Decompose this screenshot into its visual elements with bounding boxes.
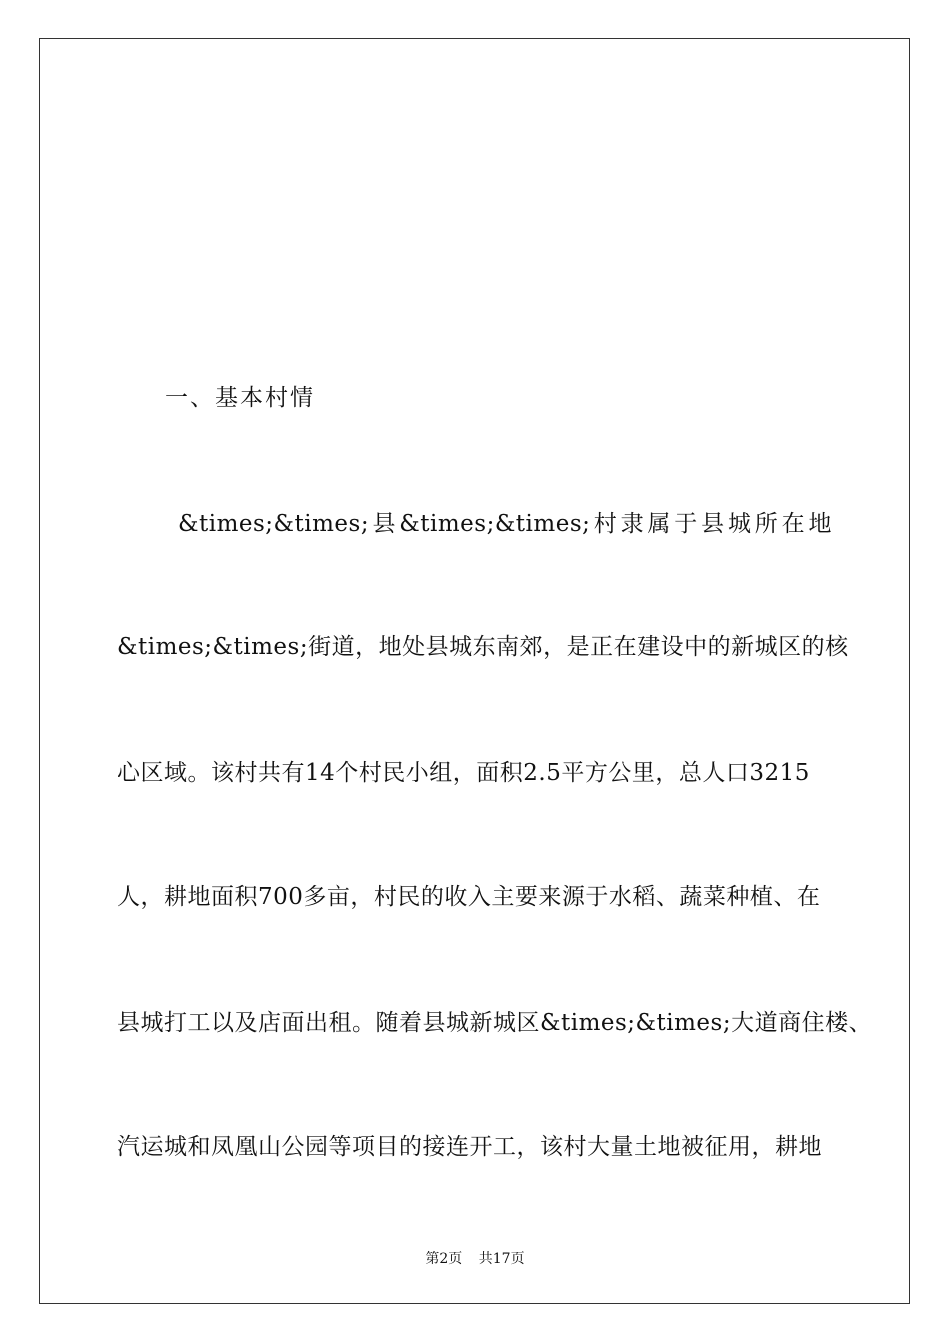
paragraph-line: 人，耕地面积700多亩，村民的收入主要来源于水稻、蔬菜种植、在	[117, 884, 821, 910]
paragraph-first-line	[178, 509, 832, 539]
first-line-part: &times;&times;	[178, 511, 370, 537]
first-line-part: 隶	[620, 511, 645, 537]
first-line-part: 县	[701, 511, 725, 537]
section-heading: 一、基本村情	[165, 385, 315, 411]
page-border	[39, 38, 910, 1304]
first-line-part: 所	[754, 511, 779, 537]
first-line-part: 城	[727, 511, 752, 537]
first-line-part: 县	[372, 511, 396, 537]
first-line-part: 地	[808, 511, 832, 537]
first-line-part: &times;&times;	[399, 511, 591, 537]
paragraph-line: 心区域。该村共有14个村民小组，面积2.5平方公里，总人口3215	[117, 760, 810, 786]
page-footer	[0, 1248, 950, 1268]
paragraph-line: 汽运城和凤凰山公园等项目的接连开工，该村大量土地被征用，耕地	[117, 1134, 822, 1160]
paragraph-line: &times;&times;街道，地处县城东南郊，是正在建设中的新城区的核	[117, 634, 849, 660]
page-number: 第2页	[425, 1251, 463, 1267]
first-line-part: 村	[593, 511, 618, 537]
paragraph-line: 县城打工以及店面出租。随着县城新城区&times;&times;大道商住楼、	[117, 1010, 873, 1036]
first-line-part: 属	[647, 511, 671, 537]
page-total: 共17页	[478, 1251, 525, 1267]
first-line-part: 在	[781, 511, 806, 537]
first-line-part: 于	[674, 511, 698, 537]
